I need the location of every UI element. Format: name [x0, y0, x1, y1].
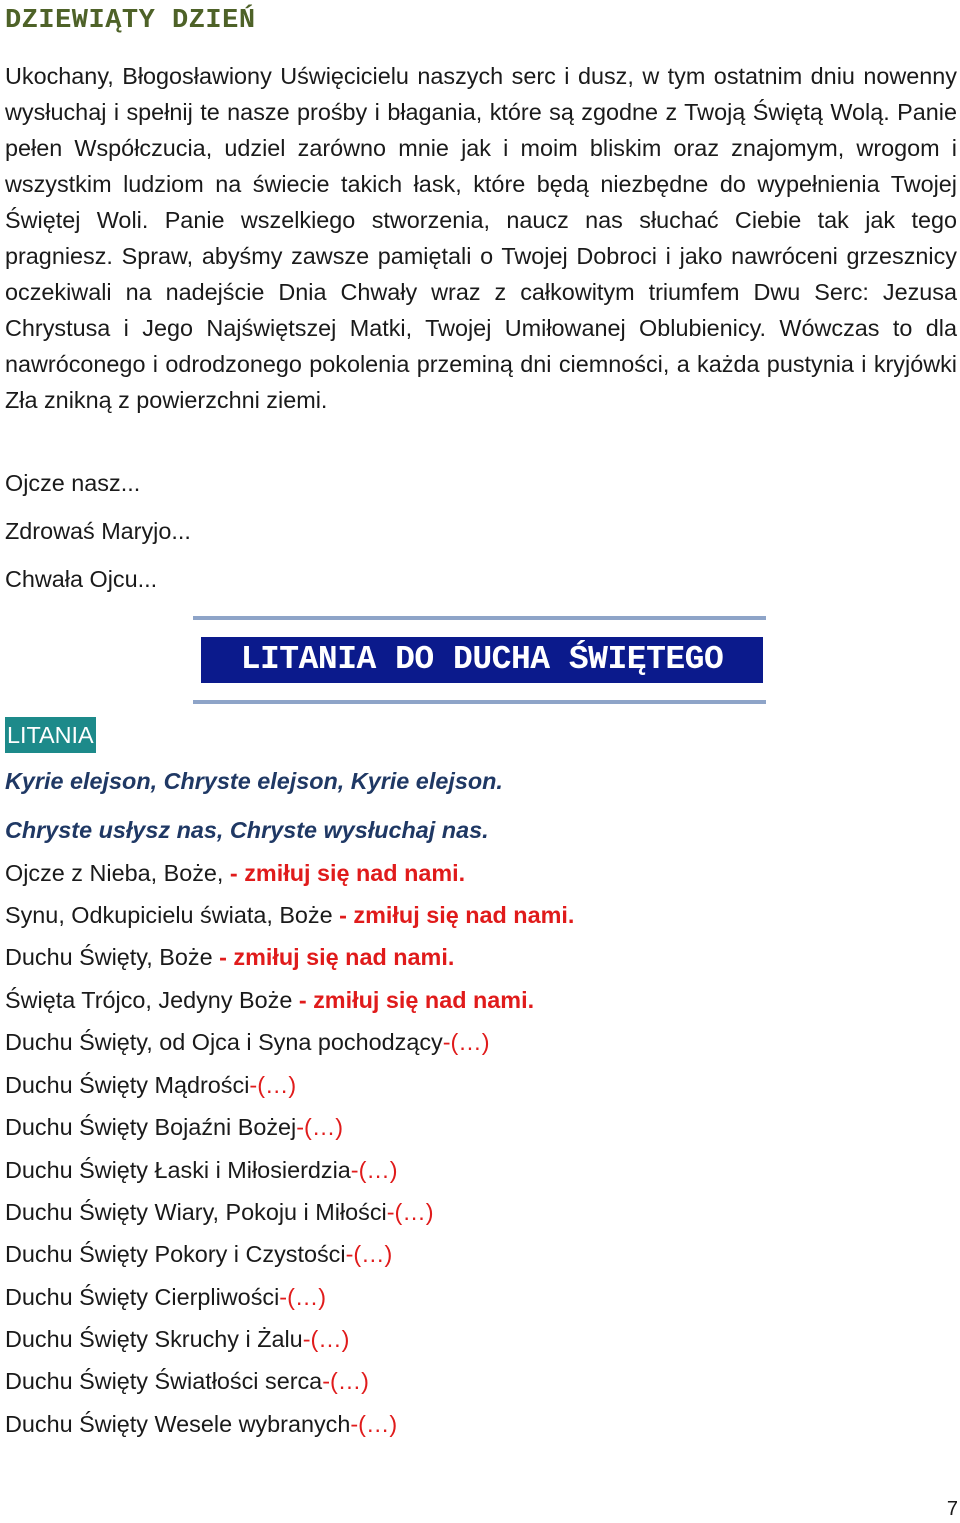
invocation-text: Duchu Święty, Boże	[5, 944, 220, 970]
novena-prayer: Ukochany, Błogosławiony Uświęcicielu naszych serc i dusz, w tym ostatnim dniu nowenny wysłuchaj i spełnij te nasze prośby i błagania, które są zgodne z Twoją Świętą Wolą. Panie pełen Współczucia, udziel zarówno mnie jak i moim bliskim oraz znajomym, wrogom i wszystkim ludziom na świecie takich łask, które będą niezbędne do wypełnienia Twojej Świętej Woli. Panie wszelkiego stworzenia, naucz nas słuchać Ciebie tak jak tego pragniesz. Spraw, abyśmy zawsze pamiętali o Twojej Dobroci i jako nawróceni grzesznicy oczekiwali na nadejście Dnia Chwały wraz z całkowitym triumfem Dwu Serc: Jezusa Chrystusa i Jego Najświętszej Matki, Twojej Umiłowanej Oblubienicy. Wówczas to dla nawróconego i odrodzonego pokolenia przeminą dni ciemności, a każda pustynia i kryjówki Zła znikną z powierzchni ziemi.	[5, 63, 957, 413]
invocation-response: -(…)	[322, 1368, 369, 1394]
invocation-line	[5, 860, 465, 887]
invocation-line	[5, 1411, 397, 1438]
invocation-text: Duchu Święty Cierpliwości	[5, 1284, 280, 1310]
invocation-text: Duchu Święty, od Ojca i Syna pochodzący	[5, 1029, 443, 1055]
short-prayer-our-father: Ojcze nasz...	[5, 470, 141, 496]
invocation-text: Duchu Święty Wiary, Pokoju i Miłości	[5, 1199, 387, 1225]
invocation-text: Duchu Święty Pokory i Czystości	[5, 1241, 346, 1267]
invocation-response: -(…)	[296, 1114, 343, 1140]
litania-label: LITANIA	[5, 717, 96, 753]
invocation-line	[5, 1029, 489, 1056]
litany-banner	[193, 616, 766, 706]
chryste-line: Chryste usłysz nas, Chryste wysłuchaj nas.	[5, 817, 489, 843]
invocation-text: Duchu Święty Mądrości	[5, 1072, 250, 1098]
invocation-response: -(…)	[345, 1241, 393, 1267]
short-prayer-hail-mary: Zdrowaś Maryjo...	[5, 518, 191, 544]
invocation-response: - zmiłuj się nad nami.	[339, 902, 575, 928]
invocation-response: -(…)	[442, 1029, 490, 1055]
invocation-response: -(…)	[350, 1157, 398, 1183]
invocation-response: - zmiłuj się nad nami.	[229, 860, 466, 886]
banner-top-rule	[193, 616, 766, 620]
invocation-line	[5, 1241, 392, 1268]
invocation-text: Duchu Święty Skruchy i Żalu	[5, 1326, 303, 1352]
invocation-line	[5, 987, 534, 1014]
invocation-response: - zmiłuj się nad nami.	[219, 944, 455, 970]
invocation-line	[5, 1157, 398, 1184]
kyrie-line: Kyrie elejson, Chryste elejson, Kyrie elejson.	[5, 768, 503, 794]
invocation-text: Święta Trójco, Jedyny Boże	[5, 987, 299, 1013]
invocation-text: Duchu Święty Łaski i Miłosierdzia	[5, 1157, 351, 1183]
invocation-text: Synu, Odkupicielu świata, Boże	[5, 902, 340, 928]
invocation-response: -(…)	[386, 1199, 434, 1225]
invocation-text: Duchu Święty Światłości serca	[5, 1368, 323, 1394]
invocation-line	[5, 1199, 434, 1226]
invocation-line	[5, 1368, 369, 1395]
invocation-line	[5, 1072, 296, 1099]
invocation-line	[5, 1284, 326, 1311]
invocation-line	[5, 902, 574, 929]
day-title: DZIEWIĄTY DZIEŃ	[5, 6, 256, 36]
page-number: 7	[946, 1498, 958, 1520]
invocation-text: Duchu Święty Wesele wybranych	[5, 1411, 351, 1437]
invocation-line	[5, 944, 454, 971]
invocation-line	[5, 1114, 343, 1141]
invocation-text: Ojcze z Nieba, Boże,	[5, 860, 230, 886]
litany-banner-title: LITANIA DO DUCHA ŚWIĘTEGO	[201, 637, 763, 683]
short-prayer-glory-be: Chwała Ojcu...	[5, 566, 158, 592]
invocation-response: -(…)	[279, 1284, 327, 1310]
invocation-response: -(…)	[350, 1411, 398, 1437]
invocation-text: Duchu Święty Bojaźni Bożej	[5, 1114, 297, 1140]
invocation-response: - zmiłuj się nad nami.	[298, 987, 535, 1013]
invocation-line	[5, 1326, 349, 1353]
invocation-response: -(…)	[302, 1326, 350, 1352]
invocation-response: -(…)	[249, 1072, 297, 1098]
banner-bottom-rule	[193, 700, 766, 704]
